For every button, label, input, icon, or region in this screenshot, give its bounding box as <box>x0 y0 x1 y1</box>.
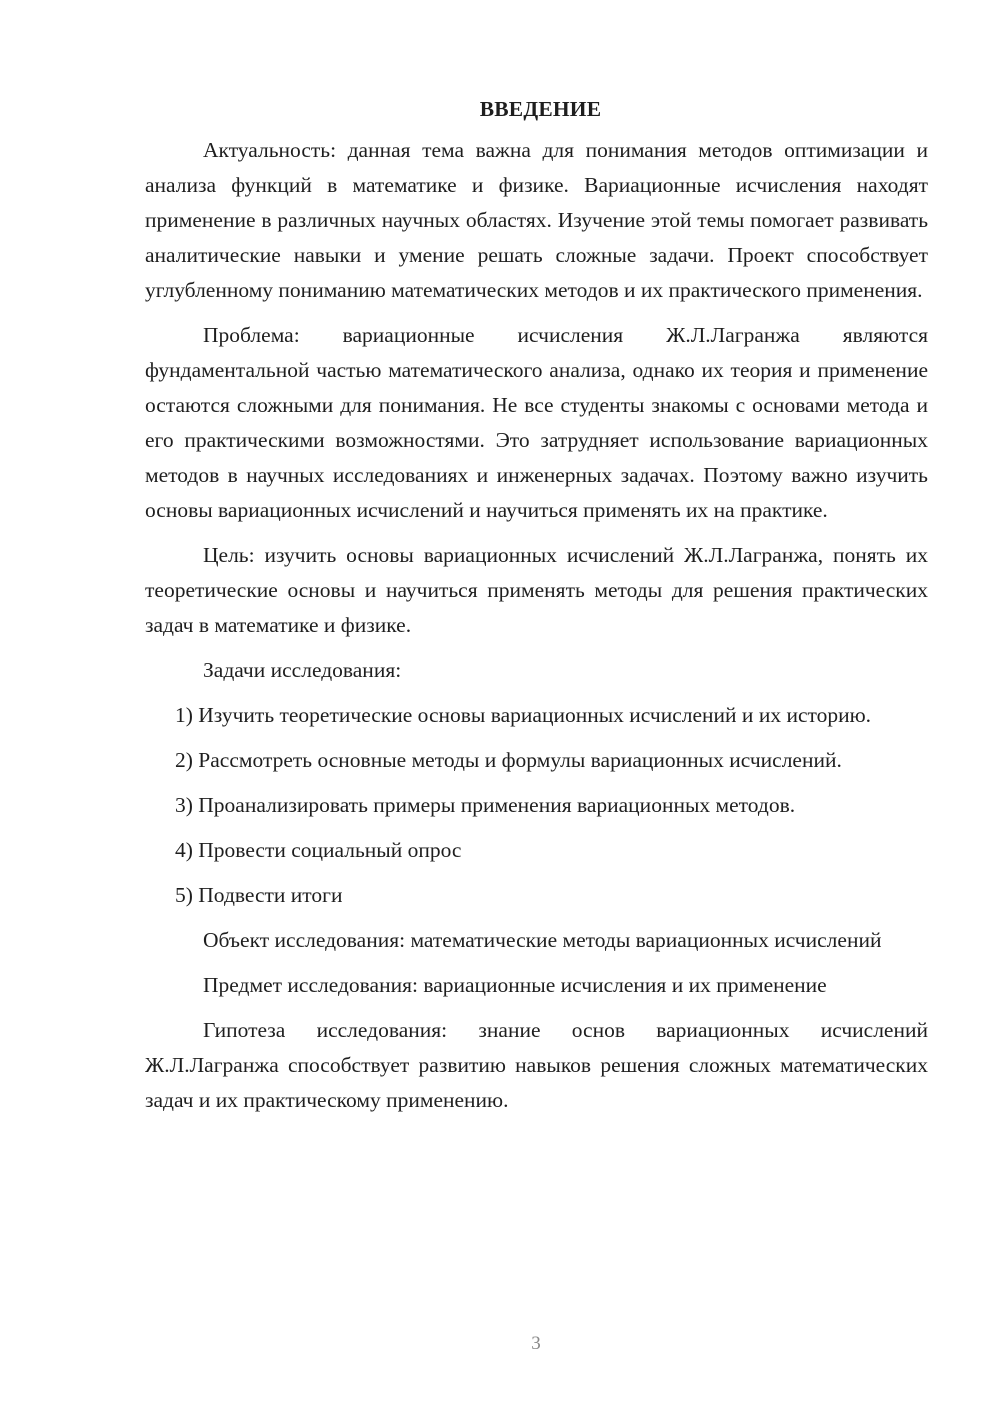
task-item: 1) Изучить теоретические основы вариационных исчислений и их историю. <box>175 703 872 727</box>
object-paragraph: Объект исследования: математические методы вариационных исчислений <box>203 928 882 952</box>
task-item: 4) Провести социальный опрос <box>175 838 462 862</box>
hypothesis-paragraph: Гипотеза исследования: знание основ вариационных исчислений Ж.Л.Лагранжа способствует развитию навыков решения сложных математических задач и их практическому применению. <box>145 1018 928 1112</box>
tasks-heading: Задачи исследования: <box>203 658 402 682</box>
page-title: ВВЕДЕНИЕ <box>479 97 602 121</box>
task-item: 5) Подвести итоги <box>175 883 343 907</box>
task-item: 2) Рассмотреть основные методы и формулы вариационных исчислений. <box>175 748 842 772</box>
relevance-paragraph: Актуальность: данная тема важна для понимания методов оптимизации и анализа функций в математике и физике. Вариационные исчисления находят применение в различных научных областях. Изучение этой темы помогает развивать аналитические навыки и умение решать сложные задачи. Проект способствует углубленному пониманию математических методов и их практического применения. <box>145 138 928 302</box>
goal-paragraph: Цель: изучить основы вариационных исчислений Ж.Л.Лагранжа, понять их теоретические основы и научиться применять методы для решения практических задач в математике и физике. <box>145 543 928 637</box>
subject-paragraph: Предмет исследования: вариационные исчисления и их применение <box>203 973 827 997</box>
page-content <box>145 92 928 1128</box>
page-number: 3 <box>531 1333 541 1354</box>
problem-paragraph: Проблема: вариационные исчисления Ж.Л.Лагранжа являются фундаментальной частью математического анализа, однако их теория и применение остаются сложными для понимания. Не все студенты знакомы с основами метода и его практическими возможностями. Это затрудняет использование вариационных методов в научных исследованиях и инженерных задачах. Поэтому важно изучить основы вариационных исчислений и научиться применять их на практике. <box>145 323 928 522</box>
task-item: 3) Проанализировать примеры применения вариационных методов. <box>175 793 796 817</box>
